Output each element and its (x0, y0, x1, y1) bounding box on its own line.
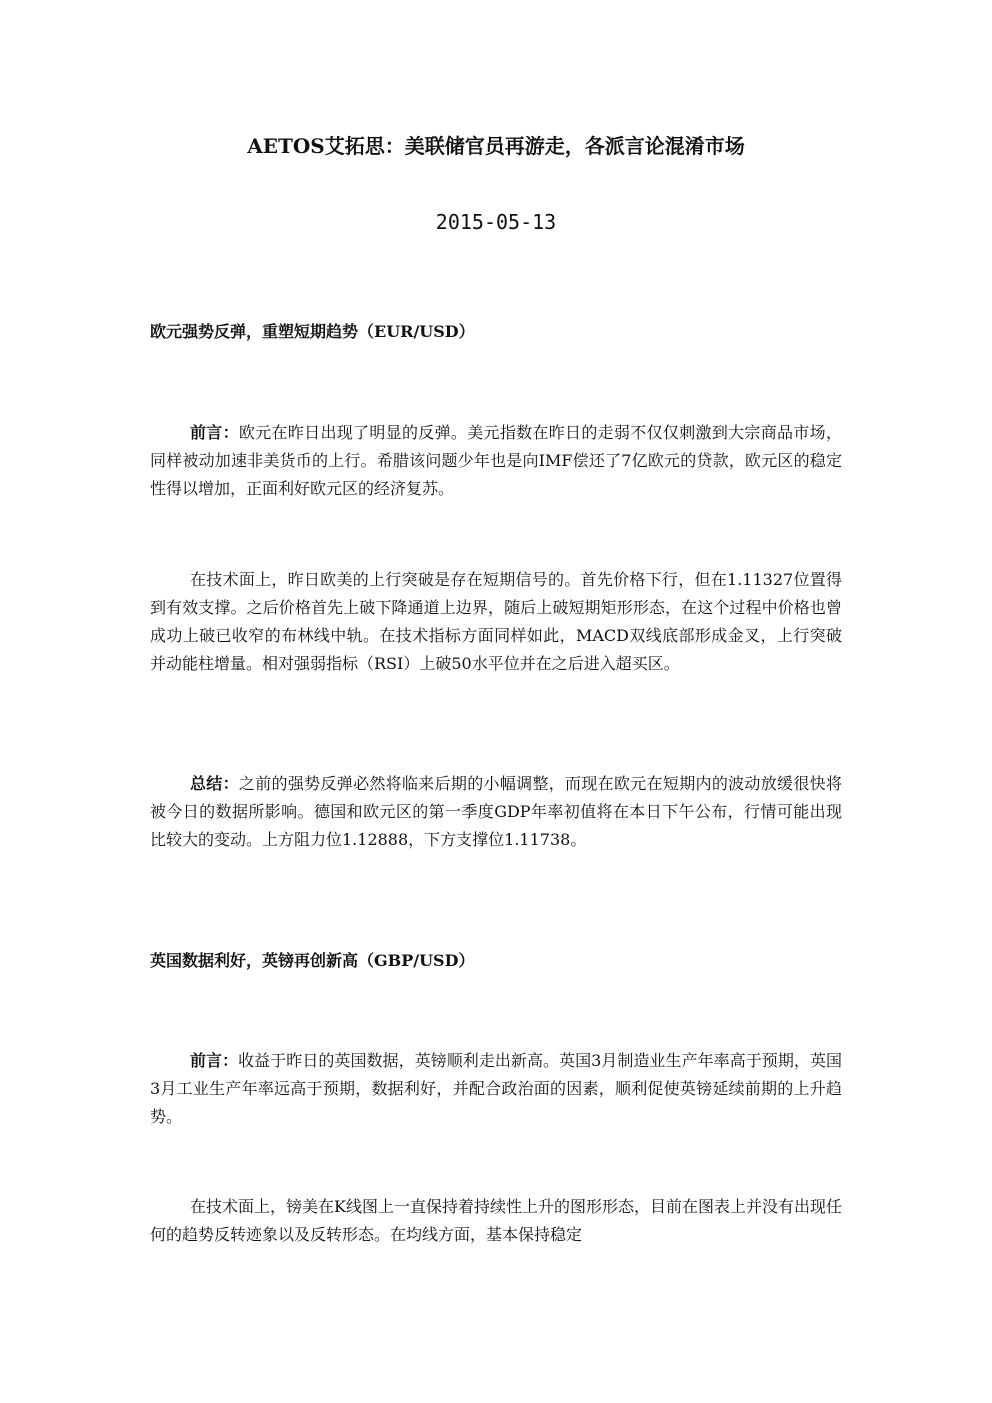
document-title: AETOS艾拓思：美联储官员再游走，各派言论混淆市场 (247, 134, 745, 158)
section-technical-eurusd: 在技术面上，昨日欧美的上行突破是存在短期信号的。首先价格下行，但在1.11327位置得到有效支撑。之后价格首先上破下降通道上边界，随后上破短期矩形形态，在这个过程中价格也曾成功上破已收窄的布林线中轨。在技术指标方面同样如此，MACD双线底部形成金叉，上行突破并动能柱增量。相对强弱指标（RSI）上破50水平位并在之后进入超买区。 (150, 570, 842, 673)
intro-label: 前言： (190, 1051, 239, 1070)
summary-label: 总结： (190, 774, 239, 793)
intro-text: 收益于昨日的英国数据，英镑顺利走出新高。英国3月制造业生产年率高于预期，英国3月工业生产年率远高于预期，数据利好，并配合政治面的因素，顺利促使英镑延续前期的上升趋势。 (150, 1051, 842, 1126)
summary-text: 之前的强势反弹必然将临来后期的小幅调整，而现在欧元在短期内的波动放缓很快将被今日的数据所影响。德国和欧元区的第一季度GDP年率初值将在本日下午公布，行情可能出现比较大的变动。上方阻力位1.12888，下方支撑位1.11738。 (150, 774, 842, 849)
intro-text: 欧元在昨日出现了明显的反弹。美元指数在昨日的走弱不仅仅刺激到大宗商品市场，同样被动加速非美货币的上行。希腊该问题少年也是向IMF偿还了7亿欧元的贷款，欧元区的稳定性得以增加，正面利好欧元区的经济复苏。 (150, 423, 842, 498)
section-intro-gbpusd (150, 1047, 842, 1131)
section-summary-eurusd (150, 770, 842, 854)
section-heading-gbpusd: 英国数据利好，英镑再创新高（GBP/USD） (150, 951, 475, 970)
document-date: 2015-05-13 (435, 210, 557, 234)
section-intro-eurusd (150, 419, 842, 503)
intro-label: 前言： (190, 423, 239, 442)
section-heading-eurusd: 欧元强势反弹，重塑短期趋势（EUR/USD） (150, 322, 475, 341)
section-technical-gbpusd: 在技术面上，镑美在K线图上一直保持着持续性上升的图形形态，目前在图表上并没有出现任何的趋势反转迹象以及反转形态。在均线方面，基本保持稳定 (150, 1197, 842, 1244)
